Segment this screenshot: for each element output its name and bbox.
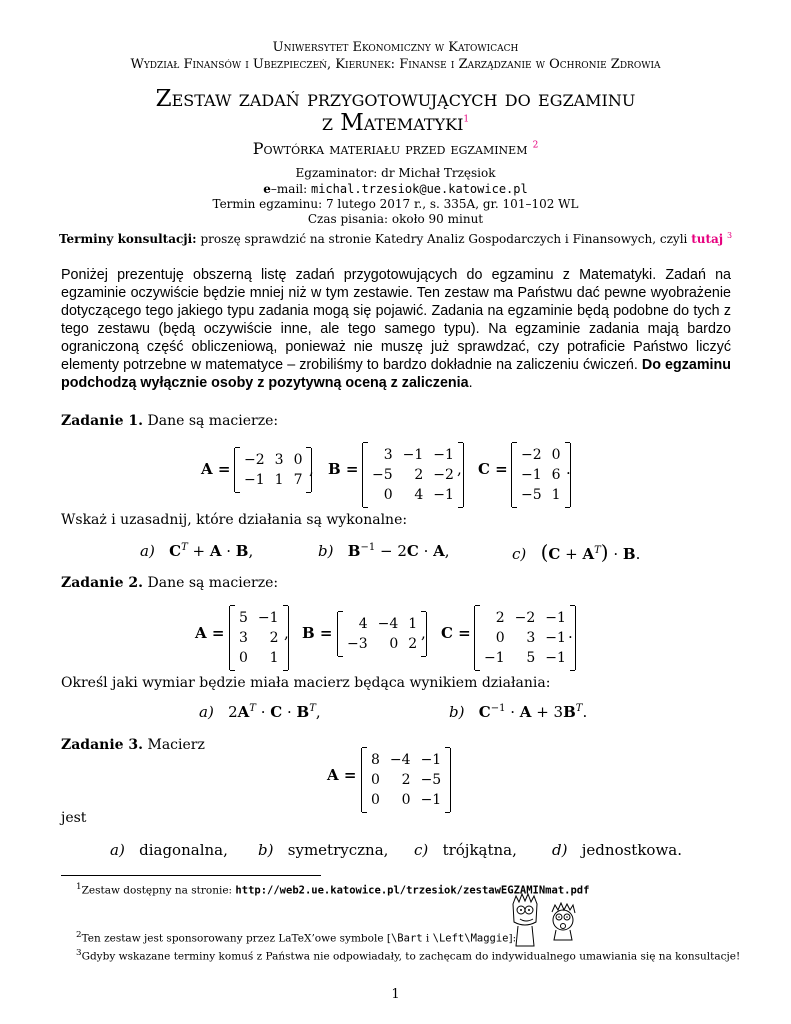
page-number: 1 xyxy=(391,987,400,1002)
matrix-cell: 1 xyxy=(551,487,561,503)
task-2-heading: Zadanie 2. Dane są macierze: xyxy=(61,575,279,591)
matrix-cell: 3 xyxy=(274,452,284,468)
matrix-cell: 7 xyxy=(293,472,303,488)
comma: , xyxy=(457,460,462,478)
matrix-row xyxy=(367,485,459,505)
matrix-cell: −2 xyxy=(521,447,542,463)
matrix-cell: −1 xyxy=(433,447,454,463)
matrix-B-2 xyxy=(337,612,427,656)
matrix-cell: 3 xyxy=(239,630,248,646)
matrix-cell: 2 xyxy=(495,610,505,626)
latex-logo: LaTeX xyxy=(278,932,312,945)
matrix-row xyxy=(234,628,284,648)
footnote-1: $^1$Zestaw dostępny na stronie: http://web2.ue.katowice.pl/trzesiok/zestawEGZAMINmat.pdf xyxy=(76,882,590,897)
matrix-cell: 1 xyxy=(408,616,418,632)
task-3-option-c: c) trójkątna, xyxy=(414,841,517,859)
title-line2: z Matematyki$^1$ xyxy=(321,110,470,136)
duration: Czas pisania: około 90 minut xyxy=(307,212,484,226)
matrix-cell: 1 xyxy=(269,650,279,666)
task-2-question: Określ jaki wymiar będzie miała macierz będąca wynikiem działania: xyxy=(61,675,551,691)
matrix-cell: −1 xyxy=(545,610,566,626)
task-1-option-b: b) $B^{-1} - 2C \cdot A$, xyxy=(318,542,450,560)
exam-date: Termin egzaminu: 7 lutego 2017 r., s. 335A, gr. 101–102 WL xyxy=(212,197,579,211)
examiner: Egzaminator: dr Michał Trzęsiok xyxy=(295,166,496,180)
matrix-row xyxy=(366,750,446,770)
matrix-cell: −1 xyxy=(521,467,542,483)
matrix-row xyxy=(479,608,571,628)
matrix-row xyxy=(342,614,422,634)
matrix-cell: 1 xyxy=(274,472,284,488)
matrix-row xyxy=(239,470,307,490)
matrix-row xyxy=(239,450,307,470)
matrix-cell: −1 xyxy=(433,487,454,503)
matrix-cell: 0 xyxy=(239,650,248,666)
matrix-cell: −1 xyxy=(420,752,442,768)
matrix-A-2 xyxy=(229,606,289,670)
matrix-cell: 4 xyxy=(358,616,368,632)
matrix-A-label: A = xyxy=(201,460,231,478)
matrix-cell: −1 xyxy=(402,447,424,463)
comma: , xyxy=(421,624,426,642)
matrix-C-2 xyxy=(474,606,576,670)
email-link[interactable]: michal.trzesiok@ue.katowice.pl xyxy=(310,182,528,196)
matrix-cell: 0 xyxy=(371,772,380,788)
matrix-row xyxy=(516,485,566,505)
matrix-row xyxy=(342,634,422,654)
matrix-cell: −1 xyxy=(420,792,442,808)
matrix-A-1 xyxy=(234,448,312,492)
matrix-cell: −1 xyxy=(545,650,566,666)
matrix-cell: −1 xyxy=(484,650,505,666)
task-3-heading: Zadanie 3. Macierz xyxy=(61,737,205,753)
matrix-B-label: B = xyxy=(302,624,333,642)
matrix-cell: −2 xyxy=(433,467,454,483)
matrix-C-label: C = xyxy=(478,460,508,478)
university-name: Uniwersytet Ekonomiczny w Katowicach xyxy=(272,40,519,55)
footnote-3: $^3$Gdyby wskazane terminy komuś z Państwa nie odpowiadały, to zachęcam do indywidualnego umawiania się na konsultacje! xyxy=(76,948,741,963)
title-line1: Zestaw zadań przygotowujących do egzaminu xyxy=(155,86,636,112)
task-3-option-a: a) diagonalna, xyxy=(110,841,228,859)
task-3-after: jest xyxy=(61,810,87,826)
subtitle: Powtórka materiału przed egzaminem $^2$ xyxy=(252,139,539,158)
task-3-option-d: d) jednostkowa. xyxy=(552,841,682,859)
matrix-cell: 0 xyxy=(383,487,393,503)
matrix-cell: 2 xyxy=(269,630,279,646)
task-2-option-b: b) $C^{-1} \cdot A + 3B^T$. xyxy=(449,703,588,721)
matrix-row xyxy=(367,445,459,465)
matrix-cell: 5 xyxy=(239,610,248,626)
matrix-cell: −1 xyxy=(545,630,566,646)
matrix-cell: −2 xyxy=(514,610,536,626)
footnote-rule xyxy=(61,875,321,876)
matrix-cell: −5 xyxy=(420,772,442,788)
matrix-B-label: B = xyxy=(328,460,359,478)
matrix-A-3 xyxy=(361,748,451,812)
matrix-cell: 2 xyxy=(408,636,418,652)
matrix-cell: 4 xyxy=(414,487,424,503)
period: . xyxy=(568,624,573,642)
task-1-heading: Zadanie 1. Dane są macierze: xyxy=(61,413,279,429)
matrix-cell: 6 xyxy=(551,467,561,483)
matrix-cell: 0 xyxy=(495,630,505,646)
matrix-cell: 5 xyxy=(526,650,536,666)
matrix-row xyxy=(366,770,446,790)
matrix-cell: 2 xyxy=(401,772,411,788)
matrix-C-label: C = xyxy=(441,624,471,642)
faculty-name: Wydział Finansów i Ubezpieczeń, Kierunek: Finanse i Zarządzanie w Ochronie Zdrowia xyxy=(130,57,661,72)
footnote-2: $^2$Ten zestaw jest sponsorowany przez LaTeX’owe symbole [\Bart i \Left\Maggie]: xyxy=(76,930,517,945)
task-1-question: Wskaż i uzasadnij, które działania są wykonalne: xyxy=(61,512,408,528)
matrix-cell: −1 xyxy=(257,610,279,626)
matrix-cell: −5 xyxy=(372,467,393,483)
matrix-cell: 8 xyxy=(371,752,380,768)
matrix-row xyxy=(234,648,284,668)
matrix-row xyxy=(516,465,566,485)
comma: , xyxy=(309,460,314,478)
matrix-B-1 xyxy=(362,443,464,507)
consultation-link[interactable]: tutaj xyxy=(691,232,724,246)
task-1-option-a: a) $C^T + A \cdot B$, xyxy=(140,542,254,560)
consultation-line: Terminy konsultacji: proszę sprawdzić na stronie Katedry Analiz Gospodarczych i Finansowych, czyli tutaj $^3$ xyxy=(58,231,733,246)
footnote-1-link[interactable]: http://web2.ue.katowice.pl/trzesiok/zestawEGZAMINmat.pdf xyxy=(235,884,590,897)
matrix-cell: −4 xyxy=(389,752,411,768)
matrix-cell: −1 xyxy=(244,472,265,488)
matrix-cell: 0 xyxy=(401,792,411,808)
matrix-A-label: A = xyxy=(327,766,357,784)
matrix-cell: 0 xyxy=(551,447,561,463)
matrix-row xyxy=(479,648,571,668)
matrix-cell: −2 xyxy=(244,452,265,468)
matrix-cell: 3 xyxy=(383,447,393,463)
matrix-row xyxy=(234,608,284,628)
period: . xyxy=(566,460,571,478)
matrix-row xyxy=(366,790,446,810)
matrix-cell: 0 xyxy=(293,452,303,468)
intro-paragraph: Poniżej prezentuję obszerną listę zadań przygotowujących do egzaminu z Matematyki. Zadań na egzaminie oczywiście będzie mniej niż w tym zestawie. Ten zestaw ma Państwu dać pewne wyobrażenie dotyczącego tego jakiego typu zadania mogą się pojawić. Zadania na egzaminie będą podobne do tych z tego zestawu (będą oczywiście inne, ale tego samego typu). Na egzaminie zadania mają bardzo ograniczoną część obliczeniową, ponieważ nie muszę już sprawdzać, czy potraficie Państwo liczyć elementy potrzebne w matematyce – zrobiliśmy to bardzo dokładnie na zaliczeniu ćwiczeń. Do egzaminu podchodzą wyłącznie osoby z pozytywną oceną z zaliczenia. xyxy=(61,267,731,391)
task-2-option-a: a) $2A^T \cdot C \cdot B^T$, xyxy=(199,703,321,721)
email-line: e–mail: michal.trzesiok@ue.katowice.pl xyxy=(263,182,528,196)
comma: , xyxy=(284,624,289,642)
maggie-icon xyxy=(548,902,578,946)
matrix-row xyxy=(516,445,566,465)
matrix-C-1 xyxy=(511,443,571,507)
task-3-option-b: b) symetryczna, xyxy=(258,841,389,859)
matrix-A-label: A = xyxy=(195,624,225,642)
matrix-cell: 0 xyxy=(371,792,380,808)
matrix-cell: 2 xyxy=(414,467,424,483)
matrix-cell: −4 xyxy=(377,616,399,632)
matrix-cell: 3 xyxy=(526,630,536,646)
matrix-cell: 0 xyxy=(389,636,399,652)
matrix-cell: −3 xyxy=(347,636,368,652)
task-1-option-c: c) $(C + A^T) \cdot B$. xyxy=(512,540,641,564)
matrix-cell: −5 xyxy=(521,487,542,503)
matrix-row xyxy=(479,628,571,648)
matrix-row xyxy=(367,465,459,485)
